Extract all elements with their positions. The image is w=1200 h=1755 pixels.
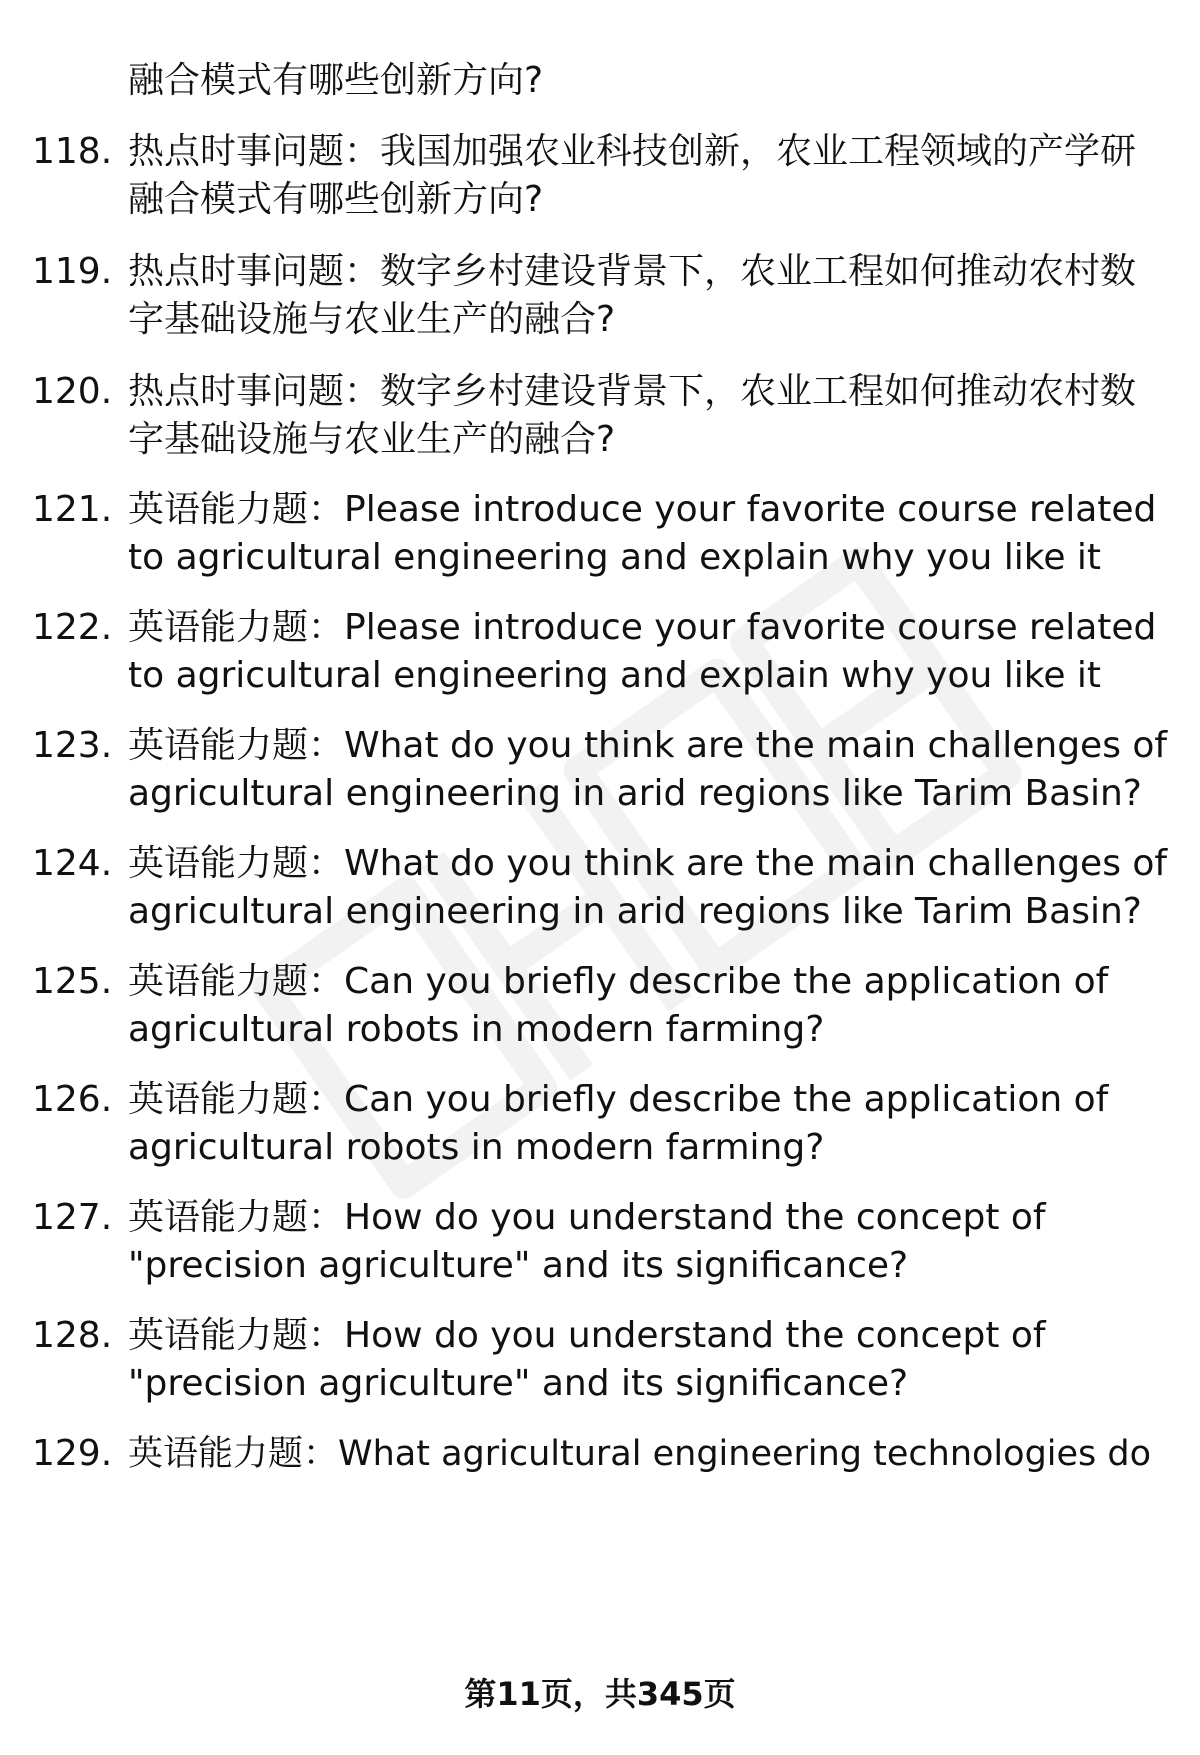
item-number: 120. (32, 371, 113, 412)
item-line: 字基础设施与农业生产的融合? (128, 299, 616, 340)
item-number: 118. (32, 131, 113, 172)
item-line: 热点时事问题：我国加强农业科技创新，农业工程领域的产学研 (128, 131, 1137, 172)
item-line: 热点时事问题：数字乡村建设背景下，农业工程如何推动农村数 (128, 251, 1137, 292)
item-text (128, 1076, 1148, 1172)
item-line: agricultural robots in modern farming? (128, 1009, 825, 1050)
item-line: 英语能力题：How do you understand the concept of (128, 1197, 1046, 1238)
item-text (128, 1312, 1148, 1408)
item-line: 英语能力题：Please introduce your favorite course related (128, 489, 1157, 530)
item-line: 英语能力题：What do you think are the main challenges of (128, 725, 1168, 766)
item-line: 融合模式有哪些创新方向? (128, 179, 544, 220)
item-text (128, 722, 1168, 818)
item-line: agricultural robots in modern farming? (128, 1127, 825, 1168)
item-number: 124. (32, 843, 113, 884)
item-text (128, 128, 1148, 224)
item-line: agricultural engineering in arid regions like Tarim Basin? (128, 773, 1142, 814)
item-line: 英语能力题：What do you think are the main challenges of (128, 843, 1168, 884)
item-text (128, 958, 1148, 1054)
item-line: 热点时事问题：数字乡村建设背景下，农业工程如何推动农村数 (128, 371, 1137, 412)
item-line: 英语能力题：Please introduce your favorite course related (128, 607, 1157, 648)
item-text (128, 604, 1157, 700)
item-line: 英语能力题：What agricultural engineering technologies do (128, 1434, 1152, 1474)
item-text (128, 368, 1148, 464)
item-line: to agricultural engineering and explain why you like it (128, 655, 1102, 696)
item-number: 121. (32, 489, 113, 530)
item-number: 122. (32, 607, 113, 648)
item-text (128, 486, 1157, 582)
item-text (128, 248, 1148, 344)
item-number: 123. (32, 725, 113, 766)
item-line: agricultural engineering in arid regions like Tarim Basin? (128, 891, 1142, 932)
item-text (128, 1430, 1152, 1478)
item-number: 125. (32, 961, 113, 1002)
continuation-text: 融合模式有哪些创新方向? (128, 60, 544, 101)
item-line: "precision agriculture" and its significance? (128, 1363, 909, 1404)
page-footer: 第11页，共345页 (464, 1675, 736, 1713)
item-line: to agricultural engineering and explain why you like it (128, 537, 1102, 578)
item-line: 英语能力题：Can you briefly describe the application of (128, 1079, 1109, 1120)
item-text (128, 840, 1168, 936)
item-line: 字基础设施与农业生产的融合? (128, 419, 616, 460)
item-line: "precision agriculture" and its significance? (128, 1245, 909, 1286)
item-number: 119. (32, 251, 113, 292)
item-text (128, 1194, 1148, 1290)
item-number: 127. (32, 1197, 113, 1238)
item-number: 129. (32, 1433, 113, 1474)
item-line: 英语能力题：How do you understand the concept of (128, 1315, 1046, 1356)
item-line: 英语能力题：Can you briefly describe the application of (128, 961, 1109, 1002)
item-number: 128. (32, 1315, 113, 1356)
item-number: 126. (32, 1079, 113, 1120)
